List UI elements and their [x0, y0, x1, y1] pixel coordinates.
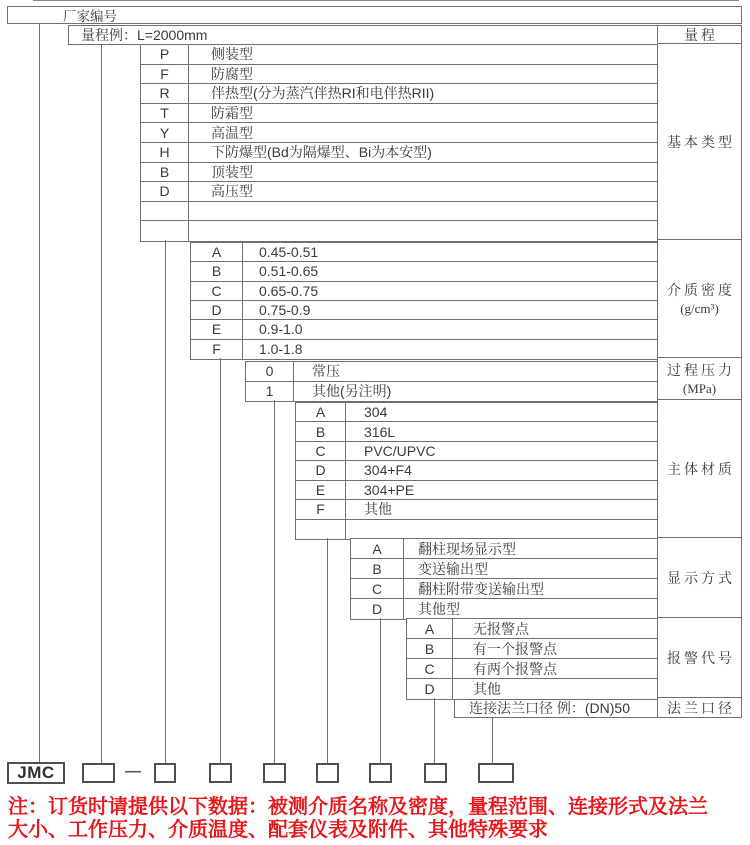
- desc-value: 304+F4: [364, 462, 412, 479]
- table-pressure: [245, 361, 658, 402]
- desc-value: PVC/UPVC: [364, 443, 436, 460]
- code-cell: [141, 123, 189, 142]
- desc-cell: [346, 442, 657, 460]
- manufacturer-row: [7, 6, 742, 24]
- code-cell: [296, 442, 346, 460]
- code-value: A: [315, 404, 326, 421]
- code-value: C: [371, 580, 383, 597]
- flange-row: [454, 698, 658, 718]
- desc-cell: [346, 520, 657, 539]
- code-box-material: [316, 763, 339, 783]
- desc-value: 其他: [473, 681, 501, 697]
- code-value: 1: [265, 383, 274, 400]
- category-label-text: 过程压力: [667, 364, 735, 379]
- desc-value: 变送输出型: [418, 560, 488, 577]
- code-value: D: [371, 601, 383, 617]
- category-label-text: 量程: [684, 28, 718, 44]
- code-value: B: [159, 163, 170, 180]
- code-cell: [141, 45, 189, 64]
- table-row: [141, 221, 657, 241]
- separator-dash: [121, 762, 145, 782]
- category-label-display: [657, 538, 742, 618]
- code-cell: [141, 104, 189, 123]
- table-row: [191, 243, 657, 262]
- table-display: [350, 538, 658, 620]
- code-box-pressure: [263, 763, 286, 783]
- desc-value: 常压: [312, 363, 340, 380]
- desc-value: 顶装型: [211, 163, 253, 180]
- code-value: T: [160, 105, 169, 122]
- table-row: [296, 500, 657, 519]
- code-cell: [351, 559, 404, 578]
- manufacturer-row-label: 厂家编号: [63, 9, 117, 24]
- desc-value: 防霜型: [211, 105, 253, 122]
- code-cell: [407, 659, 453, 678]
- table-row: [296, 442, 657, 461]
- order-note: [8, 796, 748, 842]
- code-cell: [141, 65, 189, 84]
- separator-dash-glyph: —: [125, 763, 141, 780]
- desc-cell: [453, 619, 657, 638]
- connector-line-basic_type: [165, 240, 166, 763]
- desc-cell: [243, 243, 657, 261]
- desc-cell: [404, 559, 657, 578]
- category-label-text: 介质密度: [667, 284, 735, 299]
- code-cell: [407, 639, 453, 658]
- code-cell: [141, 143, 189, 162]
- table-row: [407, 619, 657, 639]
- table-row: [246, 362, 657, 382]
- table-basic_type: [140, 44, 658, 242]
- category-label-text: 基本类型: [667, 135, 735, 151]
- connector-line-alarm: [434, 698, 435, 763]
- category-label-basic_type: [657, 44, 742, 240]
- category-label-text: 显示方式: [667, 571, 735, 587]
- category-label-unit: (g/cm³): [680, 301, 719, 316]
- table-row: [351, 579, 657, 599]
- table-row: [407, 639, 657, 659]
- desc-cell: [346, 500, 657, 518]
- code-value: A: [372, 540, 382, 557]
- table-row: [191, 282, 657, 301]
- code-cell: [351, 599, 404, 619]
- code-cell: [141, 163, 189, 182]
- table-row: [296, 461, 657, 480]
- desc-cell: [189, 45, 657, 64]
- code-value: B: [372, 560, 382, 577]
- table-row: [141, 163, 657, 183]
- desc-value: 无报警点: [473, 620, 529, 637]
- range-row-text: 量程例：L=2000mm: [81, 27, 208, 43]
- category-label-unit: (MPa): [682, 381, 717, 396]
- table-row: [351, 599, 657, 619]
- desc-value: 翻柱附带变送输出型: [418, 580, 544, 597]
- code-box-alarm: [424, 763, 447, 783]
- code-cell: [141, 221, 189, 241]
- desc-value: 0.65-0.75: [259, 282, 319, 299]
- code-value: F: [212, 341, 221, 358]
- desc-value: 有两个报警点: [473, 660, 557, 677]
- code-cell: [141, 84, 189, 103]
- desc-value: 316L: [364, 423, 396, 440]
- code-value: C: [315, 443, 326, 460]
- category-label-flange: [657, 698, 742, 718]
- desc-cell: [294, 382, 657, 402]
- code-cell: [141, 182, 189, 201]
- range-row: [68, 25, 658, 45]
- code-cell: [191, 340, 243, 359]
- desc-value: 其他: [364, 501, 392, 518]
- desc-cell: [453, 659, 657, 678]
- model-prefix-box: [7, 762, 65, 784]
- code-value: P: [159, 46, 170, 63]
- desc-cell: [453, 639, 657, 658]
- code-cell: [351, 539, 404, 558]
- desc-value: 0.75-0.9: [259, 302, 311, 319]
- code-box-display: [369, 763, 392, 783]
- desc-value: 其他型: [418, 601, 460, 617]
- code-value: 0: [265, 363, 274, 380]
- desc-value: 1.0-1.8: [259, 341, 303, 358]
- code-value: B: [424, 640, 435, 657]
- table-row: [141, 123, 657, 143]
- table-row: [141, 143, 657, 163]
- desc-cell: [294, 362, 657, 381]
- desc-cell: [346, 422, 657, 440]
- code-value: D: [315, 462, 326, 479]
- connector-line-pressure: [274, 400, 275, 763]
- connector-line-material: [327, 538, 328, 763]
- code-value: Y: [159, 124, 170, 141]
- code-value: F: [160, 65, 169, 82]
- table-row: [141, 182, 657, 202]
- table-row: [351, 539, 657, 559]
- desc-cell: [189, 163, 657, 182]
- table-row: [407, 679, 657, 699]
- desc-cell: [189, 143, 657, 162]
- desc-value: 304: [364, 404, 388, 421]
- code-value: D: [159, 183, 170, 200]
- desc-value: 304+PE: [364, 481, 415, 498]
- code-box-density: [209, 763, 232, 783]
- table-row: [191, 340, 657, 359]
- code-cell: [296, 461, 346, 479]
- code-cell: [246, 362, 294, 381]
- desc-cell: [243, 282, 657, 300]
- code-cell: [296, 481, 346, 499]
- desc-cell: [453, 679, 657, 699]
- desc-cell: [189, 202, 657, 221]
- table-row: [296, 403, 657, 422]
- code-cell: [246, 382, 294, 402]
- desc-cell: [189, 84, 657, 103]
- code-cell: [296, 422, 346, 440]
- desc-cell: [346, 403, 657, 421]
- table-row: [351, 559, 657, 579]
- top-edge-line: [33, 0, 739, 1]
- table-row: [191, 320, 657, 339]
- code-cell: [191, 320, 243, 338]
- table-alarm: [406, 618, 658, 700]
- category-label-material: [657, 400, 742, 538]
- desc-value: 0.51-0.65: [259, 263, 319, 280]
- desc-cell: [243, 320, 657, 338]
- flange-row-text: 连接法兰口径 例：(DN)50: [469, 700, 631, 716]
- desc-cell: [243, 262, 657, 280]
- code-value: E: [211, 321, 222, 338]
- desc-value: 0.9-1.0: [259, 321, 303, 338]
- code-value: C: [424, 660, 435, 677]
- desc-value: 有一个报警点: [473, 640, 557, 657]
- code-box-range: [82, 763, 115, 783]
- code-value: D: [211, 302, 222, 319]
- code-value: B: [211, 263, 222, 280]
- code-value: C: [211, 282, 222, 299]
- connector-line-manufacturer: [39, 23, 40, 762]
- table-row: [407, 659, 657, 679]
- connector-line-range: [101, 45, 102, 763]
- desc-cell: [189, 182, 657, 201]
- table-row: [141, 45, 657, 65]
- code-cell: [191, 301, 243, 319]
- table-row: [296, 520, 657, 539]
- code-cell: [191, 243, 243, 261]
- desc-value: 0.45-0.51: [259, 244, 319, 261]
- code-box-basic_type: [154, 763, 176, 783]
- code-value: B: [315, 423, 326, 440]
- category-label-density: [657, 240, 742, 358]
- desc-cell: [243, 340, 657, 359]
- code-value: F: [316, 501, 325, 518]
- desc-cell: [189, 104, 657, 123]
- table-row: [246, 382, 657, 402]
- connector-line-display: [380, 618, 381, 763]
- code-value: A: [211, 244, 222, 261]
- desc-cell: [189, 221, 657, 241]
- category-label-pressure: [657, 358, 742, 400]
- code-cell: [191, 282, 243, 300]
- category-label-range: [657, 25, 742, 44]
- model-prefix-label: JMC: [17, 763, 55, 782]
- table-row: [296, 481, 657, 500]
- table-row: [296, 422, 657, 441]
- table-row: [141, 104, 657, 124]
- code-value: E: [315, 481, 326, 498]
- category-label-alarm: [657, 618, 742, 698]
- desc-value: 其他(另注明): [312, 383, 392, 400]
- table-row: [191, 262, 657, 281]
- desc-cell: [189, 65, 657, 84]
- code-cell: [296, 403, 346, 421]
- table-row: [191, 301, 657, 320]
- desc-cell: [404, 599, 657, 619]
- code-value: H: [159, 144, 170, 161]
- code-cell: [296, 520, 346, 539]
- table-row: [141, 84, 657, 104]
- order-note-line2: 大小、工作压力、介质温度、配套仪表及附件、其他特殊要求: [8, 819, 548, 841]
- table-row: [141, 202, 657, 222]
- desc-cell: [189, 123, 657, 142]
- desc-cell: [346, 481, 657, 499]
- connector-line-density: [220, 358, 221, 763]
- code-value: A: [424, 620, 435, 637]
- desc-cell: [404, 579, 657, 598]
- table-density: [190, 242, 658, 360]
- desc-value: 高温型: [211, 124, 253, 141]
- desc-value: 侧装型: [211, 46, 253, 63]
- code-cell: [407, 619, 453, 638]
- desc-cell: [404, 539, 657, 558]
- table-row: [141, 65, 657, 85]
- code-box-flange: [478, 763, 514, 783]
- desc-cell: [346, 461, 657, 479]
- desc-value: 下防爆型(Bd为隔爆型、Bi为本安型): [211, 144, 432, 161]
- code-cell: [191, 262, 243, 280]
- desc-value: 防腐型: [211, 65, 253, 82]
- code-cell: [351, 579, 404, 598]
- code-cell: [141, 202, 189, 221]
- code-cell: [407, 679, 453, 699]
- category-label-text: 报警代号: [667, 651, 735, 667]
- category-label-text: 法兰口径: [667, 701, 735, 717]
- category-label-text: 主体材质: [667, 462, 735, 478]
- desc-value: 伴热型(分为蒸汽伴热RI和电伴热RII): [211, 85, 435, 102]
- connector-line-flange: [492, 718, 493, 763]
- desc-value: 翻柱现场显示型: [418, 540, 516, 557]
- code-cell: [296, 500, 346, 518]
- order-note-line1: 注：订货时请提供以下数据：被测介质名称及密度，量程范围、连接形式及法兰: [8, 796, 708, 818]
- table-material: [295, 402, 658, 540]
- desc-value: 高压型: [211, 183, 253, 200]
- code-value: R: [159, 85, 170, 102]
- code-value: D: [424, 681, 435, 697]
- desc-cell: [243, 301, 657, 319]
